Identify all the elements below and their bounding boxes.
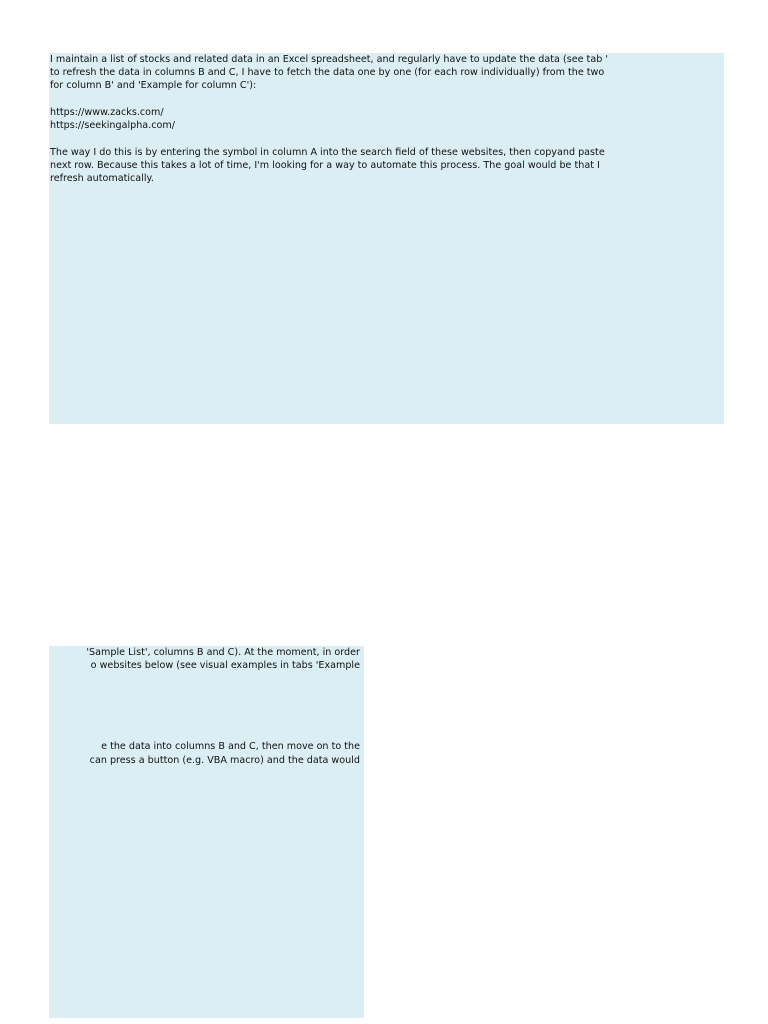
merged-cell-right-page (49, 646, 364, 1018)
link-text-seekingalpha: https://seekingalpha.com/ (50, 120, 175, 131)
text-line: next row. Because this takes a lot of time, I'm looking for a way to automate this process. The goal would be that I (50, 160, 600, 171)
text-line: 'Sample List', columns B and C). At the moment, in order (86, 647, 360, 658)
text-line: The way I do this is by entering the symbol in column A into the search field of these websites, then copyand paste (50, 147, 605, 158)
text-line: can press a button (e.g. VBA macro) and the data would (89, 755, 360, 766)
text-line: for column B' and 'Example for column C'): (50, 80, 257, 91)
text-line: refresh automatically. (50, 173, 154, 184)
link-text-zacks: https://www.zacks.com/ (50, 107, 164, 118)
text-line: I maintain a list of stocks and related data in an Excel spreadsheet, and regularly have to update the data (see tab ' (50, 54, 608, 65)
text-line: to refresh the data in columns B and C, I have to fetch the data one by one (for each row individually) from the two (50, 67, 605, 78)
text-line: o websites below (see visual examples in tabs 'Example (90, 660, 360, 671)
merged-cell-left-page (49, 53, 724, 424)
text-line: e the data into columns B and C, then move on to the (101, 741, 360, 752)
